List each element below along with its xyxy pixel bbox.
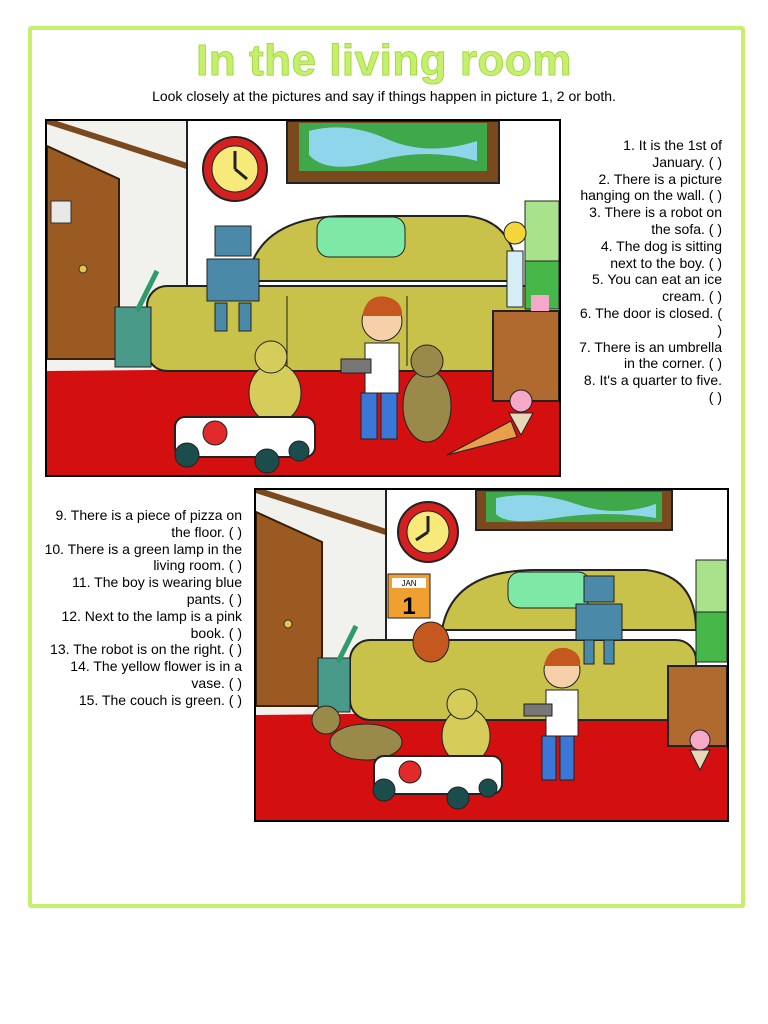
- question-item: 5. You can eat an ice cream. ( ): [592, 271, 722, 305]
- living-room-scene-1: [47, 121, 559, 475]
- question-item: 15. The couch is green. ( ): [78, 691, 242, 708]
- wall-clock: [203, 137, 267, 201]
- door: [47, 146, 119, 359]
- question-item: 11. The boy is wearing blue pants. ( ): [72, 574, 242, 607]
- question-item: 9. There is a piece of pizza on the floor. ( ): [55, 507, 242, 540]
- question-item: 7. There is an umbrella in the corner. ( ): [579, 338, 722, 372]
- question-item: 2. There is a picture hanging on the wall. ( ): [580, 170, 722, 204]
- question-item: 3. There is a robot on the sofa. ( ): [589, 204, 722, 237]
- baseball-glove: [413, 622, 449, 662]
- question-item: 14. The yellow flower is in a vase. ( ): [70, 658, 242, 691]
- calendar-month: JAN: [401, 579, 417, 588]
- question-item: 6. The door is closed. ( ): [579, 304, 722, 338]
- question-list-left: [44, 507, 242, 709]
- question-item: 10. There is a green lamp in the living room. ( ): [44, 540, 242, 574]
- wall-clock: [398, 502, 458, 562]
- question-item: 8. It's a quarter to five. ( ): [583, 372, 722, 405]
- question-item: 13. The robot is on the right. ( ): [50, 641, 242, 658]
- calendar-day: 1: [402, 593, 416, 620]
- question-item: 1. It is the 1st of January. ( ): [623, 137, 722, 170]
- calendar: [388, 574, 430, 620]
- worksheet-title: In the living room: [196, 36, 572, 85]
- living-room-scene-2: [256, 490, 727, 820]
- question-item: 4. The dog is sitting next to the boy. ( ): [600, 237, 722, 271]
- worksheet-instruction: Look closely at the pictures and say if things happen in picture 1, 2 or both.: [152, 88, 616, 104]
- picture-2: [254, 488, 729, 822]
- picture-1: [45, 119, 561, 477]
- question-item: 12. Next to the lamp is a pink book. ( ): [61, 607, 242, 641]
- wall-painting: [476, 490, 672, 530]
- question-list-right: [576, 137, 722, 406]
- wall-painting: [287, 121, 499, 183]
- door: [256, 512, 322, 706]
- flower-in-vase: [504, 222, 526, 307]
